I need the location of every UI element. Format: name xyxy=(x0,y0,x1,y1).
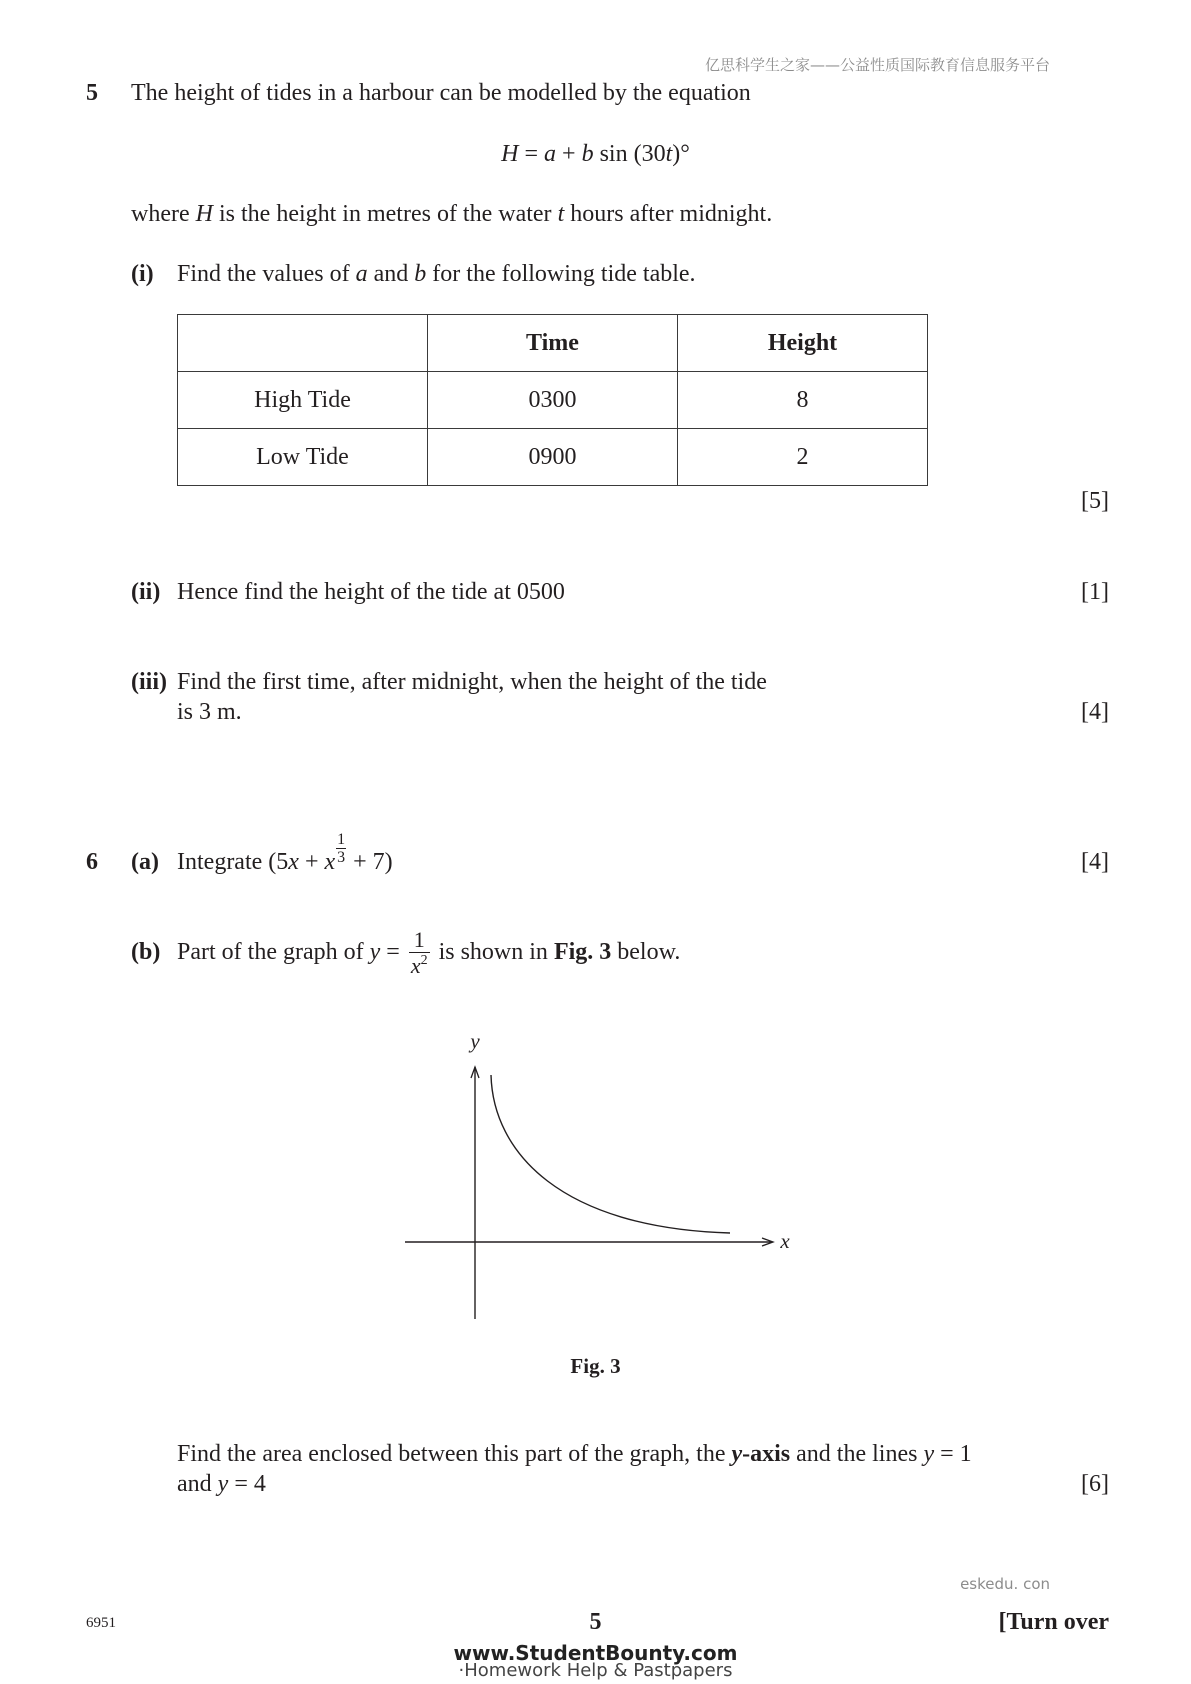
graph-curve xyxy=(491,1075,730,1233)
table-cell-tide: Low Tide xyxy=(178,429,428,486)
fraction-denominator-x: x xyxy=(410,952,421,978)
task-var-y: y xyxy=(217,1471,229,1497)
part-i-label: (i) xyxy=(131,261,154,287)
part-a-text xyxy=(177,831,393,876)
table-cell-height: 2 xyxy=(678,429,928,486)
equation-explanation xyxy=(131,200,772,228)
where-text: is the height in metres of the water xyxy=(212,201,558,227)
where-var-t: t xyxy=(557,201,565,227)
page-number: 5 xyxy=(589,1609,602,1635)
part-b-segment: is shown in xyxy=(432,939,554,965)
part-b-marks: [6] xyxy=(1081,1471,1109,1497)
task-axis-word: -axis xyxy=(742,1441,791,1467)
equation-degree: )° xyxy=(672,141,690,167)
part-b-label: (b) xyxy=(131,939,161,965)
one-over-x-squared-fraction xyxy=(409,928,430,979)
part-iii-line-2: is 3 m. xyxy=(177,699,242,725)
tide-equation xyxy=(0,140,1191,168)
integrand-var-x: x xyxy=(288,849,299,875)
equation-equals: = xyxy=(518,141,545,167)
where-text: hours after midnight. xyxy=(564,201,773,227)
task-var-y: y xyxy=(731,1441,743,1467)
equation-var-h: H xyxy=(501,141,519,167)
part-i-var-b: b xyxy=(414,261,427,287)
equation-var-a: a xyxy=(544,141,557,167)
figure-reference: Fig. 3 xyxy=(553,939,612,965)
integrand-var-x: x xyxy=(324,849,336,875)
task-segment: Find the area enclosed between this part of the graph, the xyxy=(177,1441,732,1467)
equation-sin: sin (30 xyxy=(593,141,666,167)
task-var-y: y xyxy=(923,1441,935,1467)
part-iii-label: (iii) xyxy=(131,669,167,695)
figure-3-graph xyxy=(380,1030,810,1330)
part-i-segment: for the following tide table. xyxy=(426,261,696,287)
integrate-text: Integrate (5 xyxy=(177,849,289,875)
equation-var-b: b xyxy=(581,141,594,167)
task-segment: = 4 xyxy=(228,1471,266,1497)
part-b-segment: below. xyxy=(611,939,681,965)
part-b-segment: Part of the graph of xyxy=(177,939,370,965)
integrand-tail: + 7) xyxy=(347,849,393,875)
figure-caption: Fig. 3 xyxy=(570,1354,621,1378)
watermark-top: 亿思科学生之家——公益性质国际教育信息服务平台 xyxy=(704,56,1050,74)
exponent-numerator: 1 xyxy=(337,831,346,848)
table-cell-tide: High Tide xyxy=(178,372,428,429)
task-segment: and xyxy=(177,1471,218,1497)
table-header-blank xyxy=(178,315,428,372)
question-number-6: 6 xyxy=(86,849,98,875)
fraction-denominator xyxy=(409,953,430,979)
part-a-marks: [4] xyxy=(1081,849,1109,875)
part-ii-label: (ii) xyxy=(131,579,161,605)
equation-var-t: t xyxy=(665,141,673,167)
area-task-line-1 xyxy=(177,1440,972,1468)
part-b-var-y: y xyxy=(369,939,381,965)
table-cell-height: 8 xyxy=(678,372,928,429)
question-5-intro: The height of tides in a harbour can be modelled by the equation xyxy=(131,80,751,106)
x-axis-label: x xyxy=(780,1229,790,1253)
integrand-plus: + xyxy=(298,849,325,875)
paper-code: 6951 xyxy=(86,1615,116,1631)
table-header-height: Height xyxy=(678,315,928,372)
turn-over-note: [Turn over xyxy=(998,1609,1109,1635)
area-task-line-2 xyxy=(177,1470,266,1498)
where-var-h: H xyxy=(195,201,213,227)
equation-plus: + xyxy=(556,141,582,167)
part-iii-marks: [4] xyxy=(1081,699,1109,725)
part-i-text xyxy=(177,260,696,288)
exponent-fraction xyxy=(336,831,346,866)
part-i-segment: Find the values of xyxy=(177,261,356,287)
tide-table xyxy=(177,314,928,486)
where-text: where xyxy=(131,201,196,227)
y-axis-label: y xyxy=(470,1030,480,1053)
exponent-denominator: 3 xyxy=(337,849,346,866)
fraction-denominator-power: 2 xyxy=(420,952,428,968)
part-i-segment: and xyxy=(367,261,415,287)
table-cell-time: 0900 xyxy=(428,429,678,486)
part-i-var-a: a xyxy=(355,261,368,287)
part-ii-marks: [1] xyxy=(1081,579,1109,605)
task-segment: = 1 xyxy=(934,1441,972,1467)
part-b-equals: = xyxy=(380,939,406,965)
promo-site: www.StudentBounty.com xyxy=(453,1641,738,1665)
watermark-bottom: eskedu. con xyxy=(960,1575,1050,1593)
part-a-label: (a) xyxy=(131,849,159,875)
fraction-numerator: 1 xyxy=(409,928,430,953)
part-ii-text: Hence find the height of the tide at 0500 xyxy=(177,579,565,605)
promo-tagline: ·Homework Help & Pastpapers xyxy=(458,1660,733,1681)
question-number-5: 5 xyxy=(86,80,98,106)
table-cell-time: 0300 xyxy=(428,372,678,429)
part-i-marks: [5] xyxy=(1081,488,1109,514)
task-segment: and the lines xyxy=(790,1441,924,1467)
table-header-time: Time xyxy=(428,315,678,372)
part-b-text xyxy=(177,926,681,978)
part-iii-line-1: Find the first time, after midnight, when the height of the tide xyxy=(177,669,767,695)
